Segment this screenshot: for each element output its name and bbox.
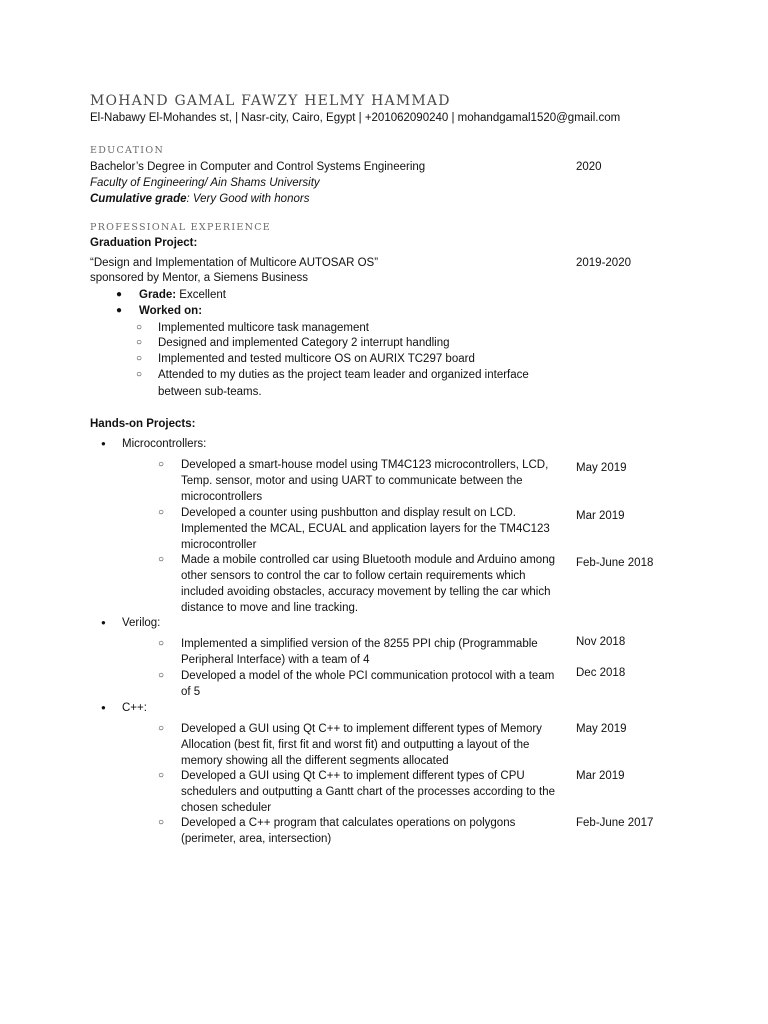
project-line: (perimeter, area, intersection) <box>181 833 332 845</box>
project-line: chosen scheduler <box>181 802 272 814</box>
circle-bullet-icon: ○ <box>158 770 165 781</box>
cumulative-grade <box>90 191 309 207</box>
project-line: Developed a model of the whole PCI communication protocol with a team <box>181 670 555 682</box>
project-line: Developed a counter using pushbutton and display result on LCD. <box>181 507 516 519</box>
project-grade <box>139 287 226 303</box>
education-heading: EDUCATION <box>90 145 165 156</box>
circle-bullet-icon: ○ <box>158 723 165 734</box>
circle-bullet-icon: ○ <box>158 554 165 565</box>
project-line: Developed a smart-house model using TM4C123 microcontrollers, LCD, <box>181 459 549 471</box>
project-line: microcontrollers <box>181 491 263 503</box>
degree-year: 2020 <box>576 161 602 173</box>
project-date: Nov 2018 <box>576 636 626 648</box>
project-line: Allocation (best fit, first fit and worst fit) and outputting a layout of the <box>181 739 530 751</box>
project-grade-value: Excellent <box>176 289 226 301</box>
worked-item: Implemented and tested multicore OS on AURIX TC297 board <box>158 353 475 365</box>
project-line: of 5 <box>181 686 201 698</box>
project-name: “Design and Implementation of Multicore AUTOSAR OS” <box>90 257 379 269</box>
grade-value: : Very Good with honors <box>186 193 310 205</box>
project-line: Developed a GUI using Qt C++ to implement different types of Memory <box>181 723 542 735</box>
verilog-label: Verilog: <box>122 617 161 629</box>
worked-item: Implemented multicore task management <box>158 322 369 334</box>
bullet-icon: ● <box>116 289 123 300</box>
contact-line: El-Nabawy El-Mohandes st, | Nasr-city, Cairo, Egypt | +201062090240 | mohandgamal1520@gmail.com <box>90 112 621 124</box>
graduation-project-title: Graduation Project: <box>90 237 198 249</box>
small-bullet-icon: ● <box>101 618 106 627</box>
microcontrollers-label: Microcontrollers: <box>122 438 207 450</box>
project-line: included avoiding obstacles, accuracy movement by telling the car which <box>181 586 551 598</box>
project-line: schedulers and outputting a Gantt chart of the processes according to the <box>181 786 555 798</box>
project-line: Developed a GUI using Qt C++ to implement different types of CPU <box>181 770 525 782</box>
project-line: microcontroller <box>181 539 257 551</box>
experience-heading: PROFESSIONAL EXPERIENCE <box>90 222 272 233</box>
circle-bullet-icon: ○ <box>158 670 165 681</box>
circle-bullet-icon: ○ <box>136 369 143 380</box>
project-line: Developed a C++ program that calculates operations on polygons <box>181 817 516 829</box>
circle-bullet-icon: ○ <box>136 353 143 364</box>
project-grade-label: Grade: <box>139 289 177 301</box>
project-sponsor: sponsored by Mentor, a Siemens Business <box>90 272 308 284</box>
cpp-label: C++: <box>122 702 147 714</box>
project-date: Feb-June 2017 <box>576 817 654 829</box>
project-date: Feb-June 2018 <box>576 557 654 569</box>
project-line: memory showing all the different segments allocated <box>181 755 449 767</box>
bullet-icon: ● <box>116 305 123 316</box>
circle-bullet-icon: ○ <box>158 507 165 518</box>
worked-item: between sub-teams. <box>158 386 262 398</box>
project-line: Implemented a simplified version of the 8255 PPI chip (Programmable <box>181 638 538 650</box>
small-bullet-icon: ● <box>101 439 106 448</box>
circle-bullet-icon: ○ <box>158 817 165 828</box>
handson-heading: Hands-on Projects: <box>90 418 196 430</box>
degree: Bachelor’s Degree in Computer and Control Systems Engineering <box>90 161 426 173</box>
project-date: Dec 2018 <box>576 667 626 679</box>
small-bullet-icon: ● <box>101 703 106 712</box>
project-date: Mar 2019 <box>576 510 625 522</box>
circle-bullet-icon: ○ <box>136 322 143 333</box>
faculty: Faculty of Engineering/ Ain Shams University <box>90 177 320 189</box>
circle-bullet-icon: ○ <box>158 459 165 470</box>
project-line: distance to move and line tracking. <box>181 602 359 614</box>
worked-on-label: Worked on: <box>139 305 203 317</box>
candidate-name: MOHAND GAMAL FAWZY HELMY HAMMAD <box>90 93 451 109</box>
project-line: Made a mobile controlled car using Bluetooth module and Arduino among <box>181 554 555 566</box>
project-date: May 2019 <box>576 723 627 735</box>
project-line: other sensors to control the car to follow certain requirements which <box>181 570 526 582</box>
grade-label: Cumulative grade <box>90 193 187 205</box>
circle-bullet-icon: ○ <box>158 638 165 649</box>
worked-item: Designed and implemented Category 2 interrupt handling <box>158 337 450 349</box>
project-line: Peripheral Interface) with a team of 4 <box>181 654 370 666</box>
project-date: May 2019 <box>576 462 627 474</box>
worked-item: Attended to my duties as the project team leader and organized interface <box>158 369 529 381</box>
circle-bullet-icon: ○ <box>136 337 143 348</box>
project-line: Temp. sensor, motor and using UART to communicate between the <box>181 475 523 487</box>
project-line: Implemented the MCAL, ECUAL and application layers for the TM4C123 <box>181 523 550 535</box>
project-date: Mar 2019 <box>576 770 625 782</box>
project-date: 2019-2020 <box>576 257 631 269</box>
